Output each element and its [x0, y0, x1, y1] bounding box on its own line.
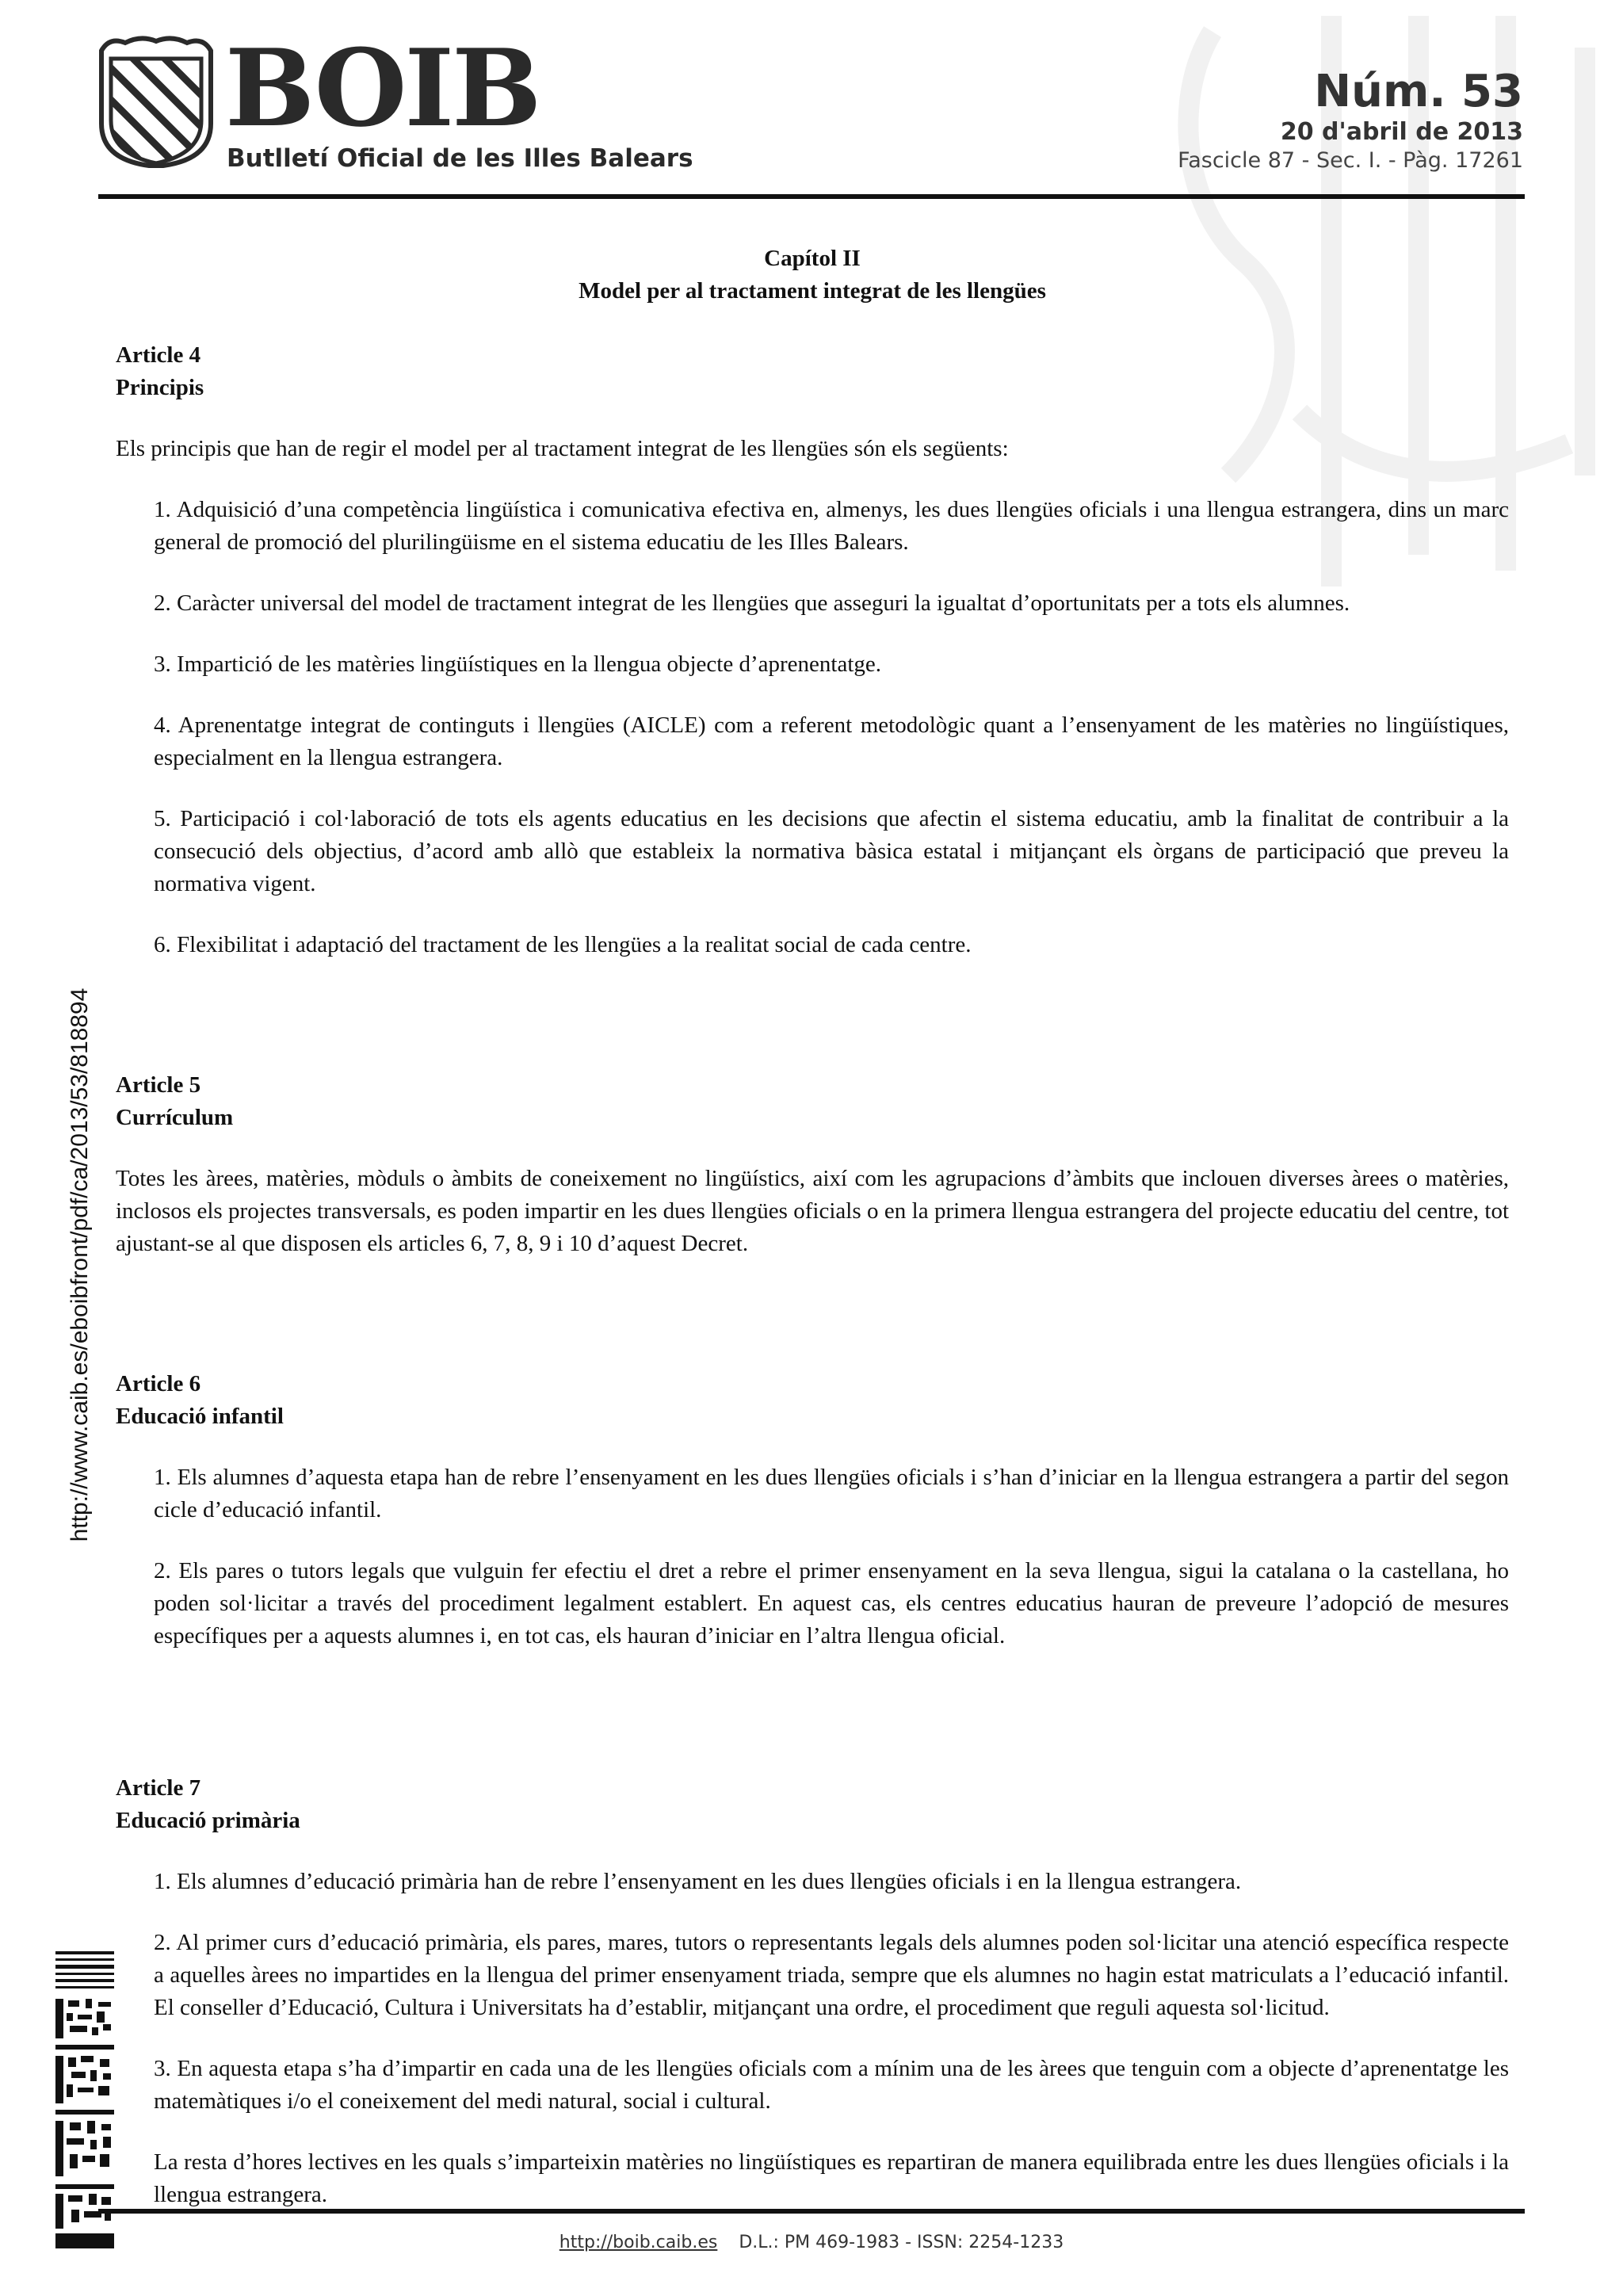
article-4-item-3: 3. Impartició de les matèries lingüístiques en la llengua objecte d’aprenentatge. — [154, 651, 882, 677]
chapter-number: Capítol II — [764, 246, 861, 271]
article-5-title: Currículum — [116, 1105, 234, 1130]
article-6-item-1: 1. Els alumnes d’aquesta etapa han de rebre l’ensenyament en les dues llengües oficials i s’han d’iniciar en la llengua estrangera a partir del segon cicle d’educació infantil. — [154, 1465, 1509, 1522]
footer-legal: D.L.: PM 469-1983 - ISSN: 2254-1233 — [739, 2233, 1064, 2252]
article-4-intro: Els principis que han de regir el model per al tractament integrat de les llengües són els següents: — [116, 436, 1009, 461]
issue-info — [1178, 67, 1523, 174]
article-6-item-2: 2. Els pares o tutors legals que vulguin fer efectiu el dret a rebre el primer ensenyament en la seva llengua, sigui la catalana o la castellana, ho poden sol·licitar a través del procediment legalment establert. En aquest cas, els centres educatius hauran de preveure l’adopció de mesures específiques per a aquests alumnes i, en tot cas, els hauran d’iniciar en l’altra llengua oficial. — [154, 1558, 1509, 1648]
side-url-link[interactable]: http://www.caib.es/eboibfront/pdf/ca/2013/53/818894 — [67, 988, 93, 1542]
article-4-number: Article 4 — [116, 342, 201, 368]
issue-number: Núm. 53 — [1314, 66, 1523, 117]
article-7-item-2: 2. Al primer curs d’educació primària, els pares, mares, tutors o representants legals dels alumnes poden sol·licitar una atenció específica respecte a aquelles àrees no impartides en la llengua del primer ensenyament triada, sempre que els alumnes no hagin estat matriculats a l’educació infantil. El conseller d’Educació, Cultura i Universitats ha d’establir, mitjançant una ordre, el procediment que reguli aquesta sol·licitud. — [154, 1930, 1509, 2020]
balearic-shield-logo — [94, 35, 219, 168]
datamatrix-code — [55, 1951, 114, 2248]
article-4-item-1: 1. Adquisició d’una competència lingüística i comunicativa efectiva en, almenys, les dues llengües oficials i una llengua estrangera, dins un marc general de promoció del plurilingüisme en el sistema educatiu de les Illes Balears. — [154, 497, 1509, 555]
article-6-title: Educació infantil — [116, 1404, 284, 1429]
logo-subtitle: Butlletí Oficial de les Illes Balears — [227, 144, 693, 173]
article-4-item-5: 5. Participació i col·laboració de tots els agents educatius en les decisions que afectin el sistema educatiu, amb la finalitat de contribuir a la consecució dels objectius, d’acord amb allò que estableix la normativa bàsica estatal i mitjançant els òrgans de participació que preveu la normativa vigent. — [154, 806, 1509, 896]
article-4-item-4: 4. Aprenentatge integrat de continguts i llengües (AICLE) com a referent metodològic quant a l’ensenyament de les matèries no lingüístiques, especialment en la llengua estrangera. — [154, 712, 1509, 770]
article-7-item-1: 1. Els alumnes d’educació primària han de rebre l’ensenyament en les dues llengües oficials i en la llengua estrangera. — [154, 1869, 1242, 1894]
issue-date: 20 d'abril de 2013 — [1280, 118, 1523, 146]
article-5-number: Article 5 — [116, 1072, 201, 1098]
article-4-title: Principis — [116, 375, 204, 400]
article-4-item-6: 6. Flexibilitat i adaptació del tractament de les llengües a la realitat social de cada centre. — [154, 932, 972, 957]
article-7-number: Article 7 — [116, 1775, 201, 1801]
article-7-title: Educació primària — [116, 1808, 300, 1833]
article-7-item-4: La resta d’hores lectives en les quals s’imparteixin matèries no lingüístiques es repartiran de manera equilibrada entre les dues llengües oficials i la llengua estrangera. — [154, 2149, 1509, 2207]
document-body — [116, 243, 1509, 2240]
page-footer — [0, 2233, 1623, 2252]
issue-fascicle: Fascicle 87 - Sec. I. - Pàg. 17261 — [1178, 148, 1523, 173]
chapter-title: Model per al tractament integrat de les llengües — [579, 278, 1046, 304]
footer-rule — [98, 2209, 1525, 2214]
article-7-item-3: 3. En aquesta etapa s’ha d’impartir en cada una de les llengües oficials com a mínim una de les àrees que tenguin com a objecte d’aprenentatge les matemàtiques i/o el coneixement del medi natural, social i cultural. — [154, 2056, 1509, 2114]
article-4-item-2: 2. Caràcter universal del model de tractament integrat de les llengües que asseguri la igualtat d’oportunitats per a tots els alumnes. — [154, 590, 1350, 616]
article-6-number: Article 6 — [116, 1371, 201, 1396]
header-rule — [98, 194, 1525, 199]
footer-boib-link[interactable]: http://boib.caib.es — [559, 2233, 718, 2252]
boib-logo-text: BOIB — [225, 25, 540, 151]
article-5-text: Totes les àrees, matèries, mòduls o àmbits de coneixement no lingüístics, així com les agrupacions d’àmbits que inclouen diverses àrees o matèries, inclosos els projectes transversals, es poden impartir en les dues llengües oficials o en la primera llengua estrangera del projecte educatiu del centre, tot ajustant-se al que disposen els articles 6, 7, 8, 9 i 10 d’aquest Decret. — [116, 1166, 1509, 1256]
